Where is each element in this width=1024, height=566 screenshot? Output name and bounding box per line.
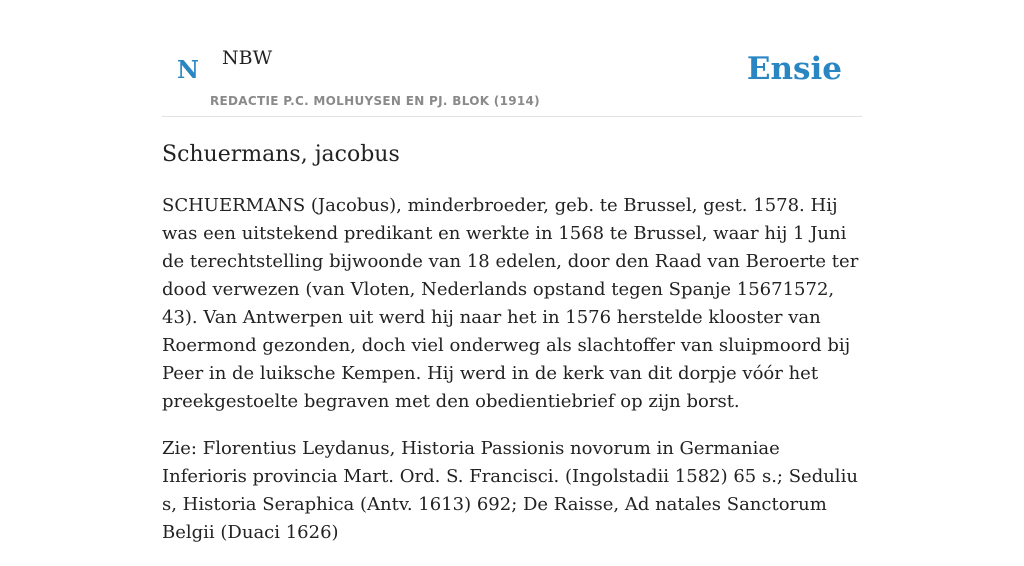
- source-name[interactable]: NBW: [222, 47, 273, 69]
- source-header: [162, 0, 862, 117]
- source-logo[interactable]: N: [177, 55, 199, 84]
- article-body: [162, 192, 862, 566]
- article-paragraph: Zie: Florentius Leydanus, Historia Passionis novorum in Germaniae Inferioris provincia Mart. Ord. S. Francisci. (Ingolstadii 1582) 65 s.; Seduliu s, Historia Seraphica (Antv. 1613) 692; De Raisse, Ad natales Sanctorum Belgii (Duaci 1626): [162, 438, 858, 543]
- ensie-logo[interactable]: Ensie: [746, 51, 842, 87]
- article-paragraph: SCHUERMANS (Jacobus), minderbroeder, geb. te Brussel, gest. 1578. Hij was een uitstekend predikant en werkte in 1568 te Brussel, waar hij 1 Juni de terechtstelling bijwoonde van 18 edelen, door den Raad van Beroerte ter dood verwezen (van Vloten, Nederlands opstand tegen Spanje 15671572, 43). Van Antwerpen uit werd hij naar het in 1576 herstelde klooster van Roermond gezonden, doch viel onderweg als slachtoffer van sluipmoord bij Peer in de luiksche Kempen. Hij werd in de kerk van dit dorpje vóór het preekgestoelte begraven met den obedientiebrief op zijn borst.: [162, 195, 859, 412]
- article-title: Schuermans, jacobus: [162, 142, 400, 167]
- source-editors: REDACTIE P.C. MOLHUYSEN EN PJ. BLOK (1914): [210, 94, 540, 108]
